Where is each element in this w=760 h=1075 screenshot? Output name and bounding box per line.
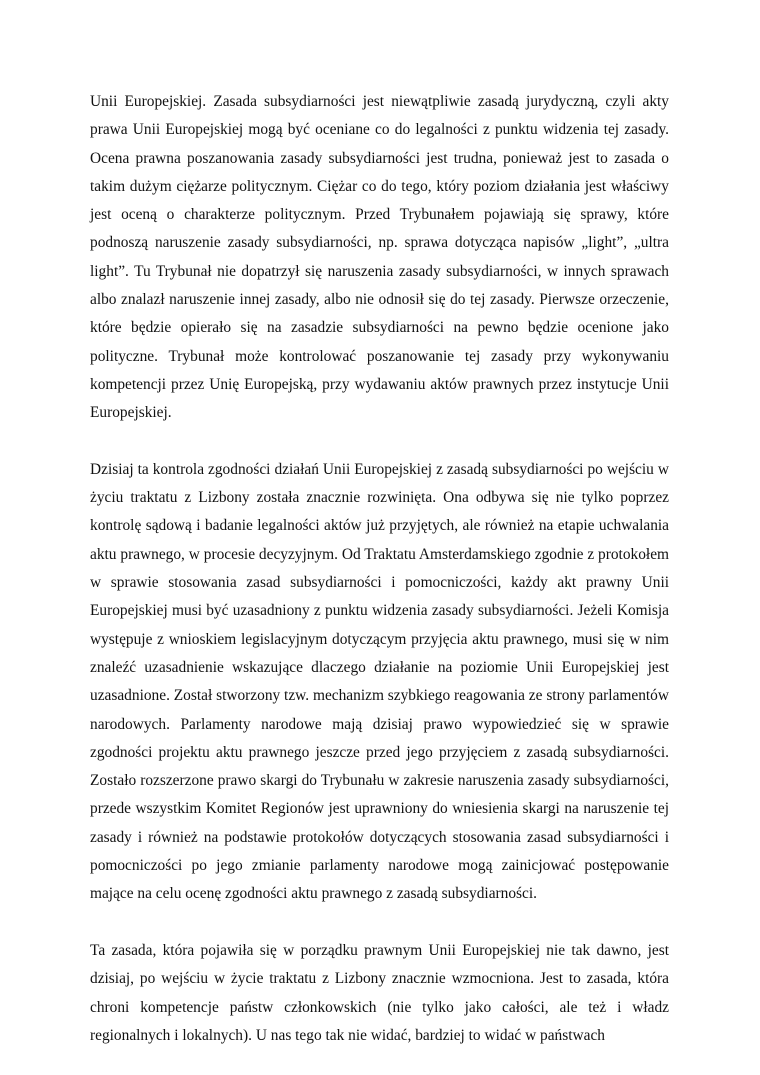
paragraph-2: Dzisiaj ta kontrola zgodności działań Unii Europejskiej z zasadą subsydiarności po wejściu w życiu traktatu z Lizbony została znacznie rozwinięta. Ona odbywa się nie tylko poprzez kontrolę sądową i badanie legalności aktów już przyjętych, ale również na etapie uchwalania aktu prawnego, w procesie decyzyjnym. Od Traktatu Amsterdamskiego zgodnie z protokołem w sprawie stosowania zasad subsydiarności i pomocniczości, każdy akt prawny Unii Europejskiej musi być uzasadniony z punktu widzenia zasady subsydiarności. Jeżeli Komisja występuje z wnioskiem legislacyjnym dotyczącym przyjęcia aktu prawnego, musi się w nim znaleźć uzasadnienie wskazujące dlaczego działanie na poziomie Unii Europejskiej jest uzasadnione. Został stworzony tzw. mechanizm szybkiego reagowania ze strony parlamentów narodowych. Parlamenty narodowe mają dzisiaj prawo wypowiedzieć się w sprawie zgodności projektu aktu prawnego jeszcze przed jego przyjęciem z zasadą subsydiarności. Zostało rozszerzone prawo skargi do Trybunału w zakresie naruszenia zasady subsydiarności, przede wszystkim Komitet Regionów jest uprawniony do wniesienia skargi na naruszenie tej zasady i również na podstawie protokołów dotyczących stosowania zasad subsydiarności i pomocniczości po jego zmianie parlamenty narodowe mogą zainicjować postępowanie mające na celu ocenę zgodności aktu prawnego z zasadą subsydiarności. <box>90 460 669 903</box>
body-text <box>90 88 669 1050</box>
paragraph-3: Ta zasada, która pojawiła się w porządku prawnym Unii Europejskiej nie tak dawno, jest dzisiaj, po wejściu w życie traktatu z Lizbony znacznie wzmocniona. Jest to zasada, która chroni kompetencje państw członkowskich (nie tylko jako całości, ale też i władz regionalnych i lokalnych). U nas tego tak nie widać, bardziej to widać w państwach <box>90 941 669 1044</box>
paragraph-1: Unii Europejskiej. Zasada subsydiarności jest niewątpliwie zasadą jurydyczną, czyli akty prawa Unii Europejskiej mogą być oceniane co do legalności z punktu widzenia tej zasady. Ocena prawna poszanowania zasady subsydiarności jest trudna, ponieważ jest to zasada o takim dużym ciężarze politycznym. Ciężar co do tego, który poziom działania jest właściwy jest oceną o charakterze politycznym. Przed Trybunałem pojawiają się sprawy, które podnoszą naruszenie zasady subsydiarności, np. sprawa dotycząca napisów „light”, „ultra light”. Tu Trybunał nie dopatrzył się naruszenia zasady subsydiarności, w innych sprawach albo znalazł naruszenie innej zasady, albo nie odnosił się do tej zasady. Pierwsze orzeczenie, które będzie opierało się na zasadzie subsydiarności na pewno będzie ocenione jako polityczne. Trybunał może kontrolować poszanowanie tej zasady przy wykonywaniu kompetencji przez Unię Europejską, przy wydawaniu aktów prawnych przez instytucje Unii Europejskiej. <box>90 93 669 422</box>
